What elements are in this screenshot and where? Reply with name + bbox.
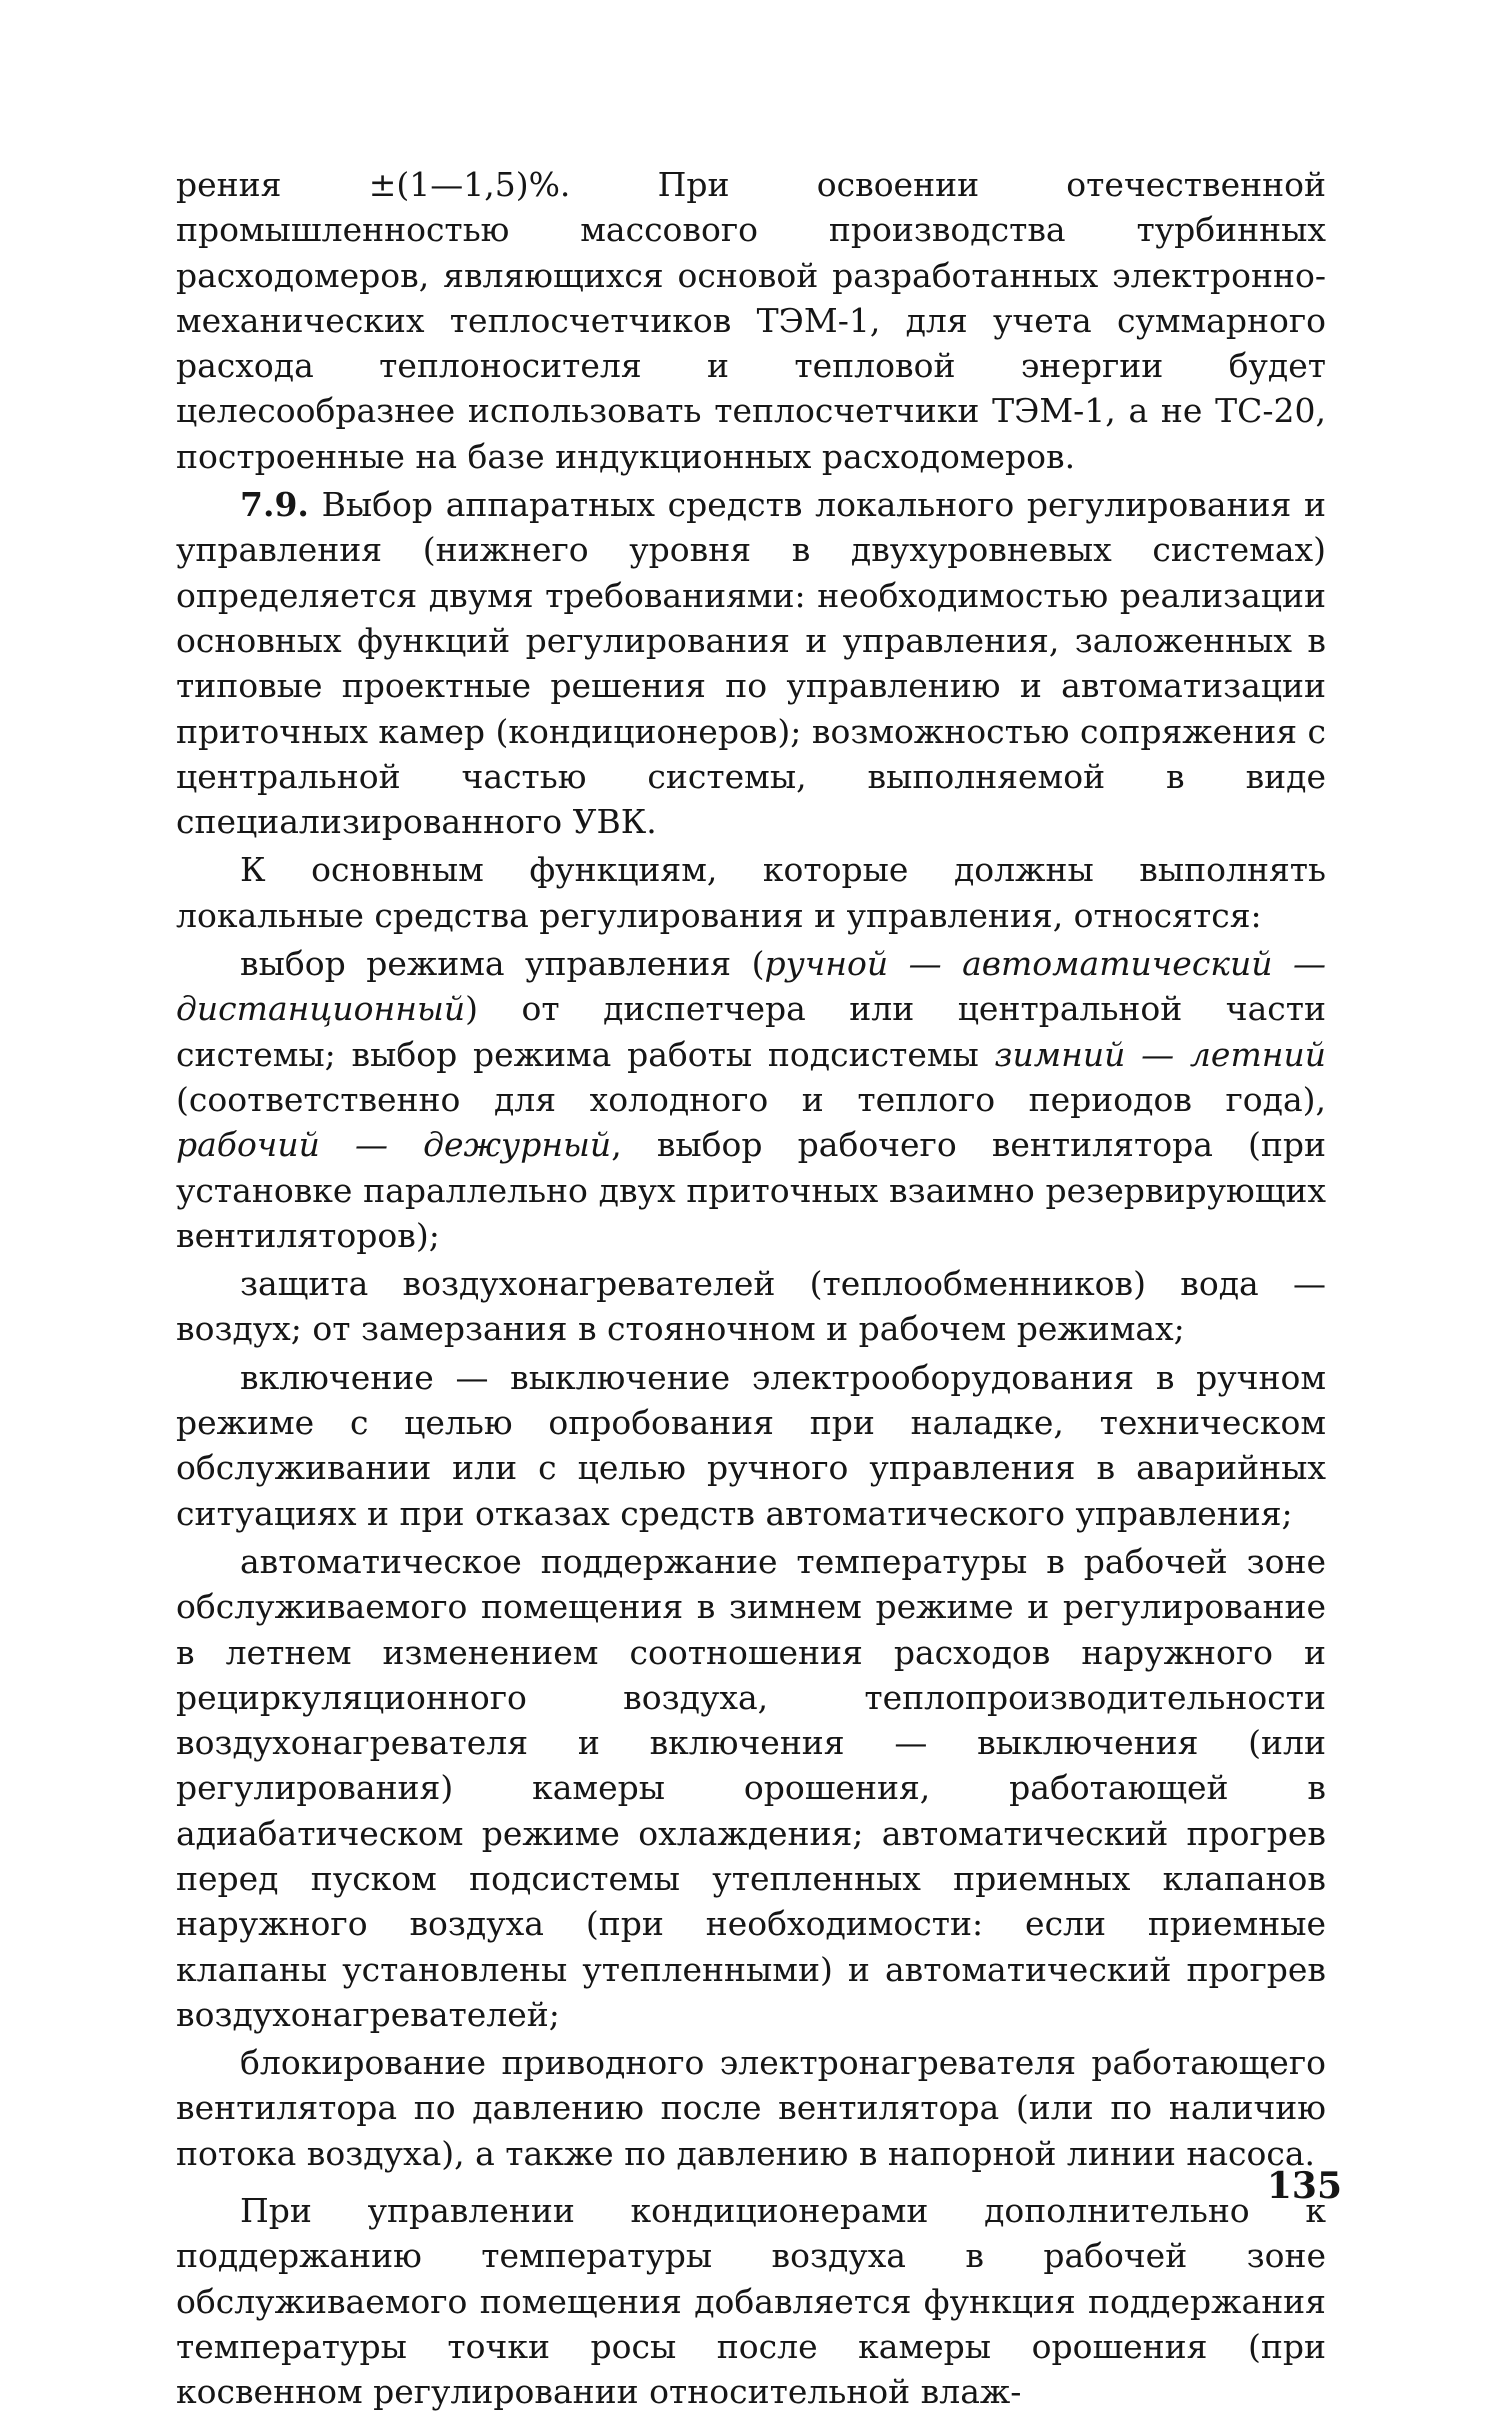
paragraph-8: блокирование приводного электронагревателя работающего вентилятора по давлению после вентилятора (или по наличию потока воздуха), а также по давлению в напорной линии насоса. — [176, 2043, 1326, 2173]
page-number: 135 — [1266, 2165, 1342, 2207]
paragraph-7: автоматическое поддержание температуры в рабочей зоне обслуживаемого помещения в зимнем режиме и регулирование в летнем изменением соотношения расходов наружного и рециркуляционного воздуха, теплопроизводительности воздухонагревателя и включения — выключения (или регулирования) камеры орошения, работающей в адиабатическом режиме охлаждения; автоматический прогрев перед пуском подсистемы утепленных приемных клапанов наружного воздуха (при необходимости: если приемные клапаны установлены утепленными) и автоматический прогрев воздухонагревателей; — [176, 1541, 1326, 2034]
paragraph-4-italic-duty: рабочий — дежурный — [176, 1125, 612, 1165]
paragraph-section-7-9 — [176, 482, 1326, 844]
paragraph-4-part-3: ) от диспетчера или центральной части системы; выбор режима работы подсистемы — [176, 989, 1326, 1074]
paragraph-4-italic-season: зимний — летний — [994, 1034, 1326, 1074]
paragraph-4-part-5: (соответственно для холодного и теплого периодов года), — [176, 1079, 1326, 1119]
section-number: 7.9. — [240, 485, 309, 525]
paragraph-4-part-7: , выбор рабочего вентилятора (при установке параллельно двух приточных взаимно резервирующих вентиляторов); — [176, 1125, 1326, 1255]
paragraph-5: защита воздухонагревателей (теплообменников) вода — воздух; от замерзания в стояночном и рабочем режимах; — [176, 1264, 1326, 1349]
body-text — [176, 162, 1326, 2418]
paragraph-4 — [176, 941, 1326, 1258]
paragraph-2-text: Выбор аппаратных средств локального регулирования и управления (нижнего уровня в двухуровневых системах) определяется двумя требованиями: необходимостью реализации основных функций регулирования и управления, заложенных в типовые проектные решения по управлению и автоматизации приточных камер (кондиционеров); возможностью сопряжения с центральной частью системы, выполняемой в виде специализированного УВК. — [176, 485, 1326, 842]
paragraph-4-italic-mode: ручной — автоматический — дистанционный — [176, 944, 1327, 1029]
paragraph-1: рения ±(1—1,5)%. При освоении отечественной промышленностью массового производства турбинных расходомеров, являющихся основой разработанных электронно-механических теплосчетчиков ТЭМ-1, для учета суммарного расхода теплоносителя и тепловой энергии будет целесообразнее использовать теплосчетчики ТЭМ-1, а не ТС-20, построенные на базе индукционных расходомеров. — [176, 165, 1326, 476]
paragraph-3: К основным функциям, которые должны выполнять локальные средства регулирования и управления, относятся: — [176, 850, 1326, 935]
paragraph-4-part-1: выбор режима управления ( — [240, 944, 765, 984]
paragraph-9: При управлении кондиционерами дополнительно к поддержанию температуры воздуха в рабочей зоне обслуживаемого помещения добавляется функция поддержания температуры точки росы после камеры орошения (при косвенном регулировании относительной влаж- — [176, 2191, 1326, 2412]
paragraph-6: включение — выключение электрооборудования в ручном режиме с целью опробования при наладке, техническом обслуживании или с целью ручного управления в аварийных ситуациях и при отказах средств автоматического управления; — [176, 1357, 1326, 1533]
